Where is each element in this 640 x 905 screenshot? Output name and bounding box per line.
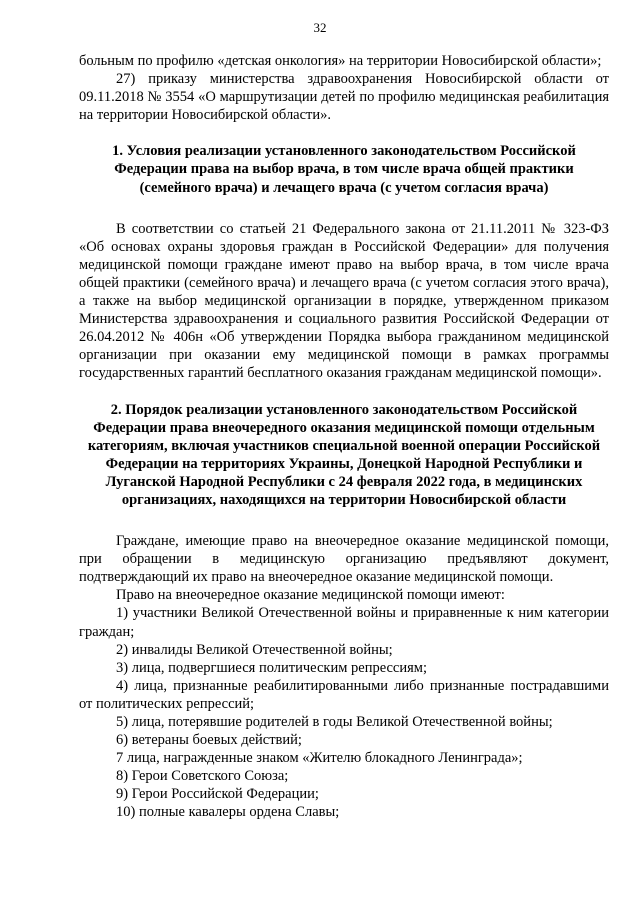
section-2-heading: 2. Порядок реализации установленного законодательством Российской Федерации права внеочередного оказания медицинской помощи отдельным категориям, включая участников специальной военной операции Российской Федерации на территориях Украины, Донецкой Народной Республики и Луганской Народной Республики с 24 февраля 2022 года, в медицинских организациях, находящихся на территории Новосибирской области <box>87 401 601 508</box>
page-number: 32 <box>313 20 327 35</box>
list-item: 5) лица, потерявшие родителей в годы Великой Отечественной войны; <box>116 714 553 730</box>
page-content <box>79 52 609 822</box>
list-item: 7 лица, награжденные знаком «Жителю блокадного Ленинграда»; <box>116 750 523 767</box>
list-item: 10) полные кавалеры ордена Славы; <box>116 804 340 821</box>
section-2-paragraph-2: Право на внеочередное оказание медицинской помощи имеют: <box>116 587 505 604</box>
section-1-paragraph: В соответствии со статьей 21 Федерального закона от 21.11.2011 № 323-ФЗ «Об основах охраны здоровья граждан в Российской Федерации» для получения медицинской помощи граждане имеют право на выбор врача, в том числе врача общей практики (семейного врача) и лечащего врача (с учетом согласия этого врача), а также на выбор медицинской организации в порядке, утвержденном приказом Министерства здравоохранения и социального развития Российской Федерации от 26.04.2012 № 406н «Об утверждении Порядка выбора гражданином медицинской организации при оказании ему медицинской помощи в рамках программы государственных гарантий бесплатного оказания гражданам медицинской помощи». <box>79 220 609 382</box>
list-item: 9) Герои Российской Федерации; <box>116 786 319 803</box>
list-item: 2) инвалиды Великой Отечественной войны; <box>116 641 393 658</box>
section-1-heading: 1. Условия реализации установленного законодательством Российской Федерации права на выбор врача, в том числе врача общей практики (семейного врача) и лечащего врача (с учетом согласия врача) <box>112 143 576 196</box>
list-item: 8) Герои Советского Союза; <box>116 768 289 785</box>
list-item: 4) лица, признанные реабилитированными либо признанные пострадавшими от политических репрессий; <box>79 677 609 712</box>
list-item: 1) участники Великой Отечественной войны и приравненные к ним категории граждан; <box>79 605 609 640</box>
section-2-paragraph-1: Граждане, имеющие право на внеочередное оказание медицинской помощи, при обращении в медицинскую организацию предъявляют документ, подтверждающий их право на внеочередное оказание медицинской помощи. <box>79 533 609 586</box>
list-item: 3) лица, подвергшиеся политическим репрессиям; <box>116 659 427 676</box>
list-item: 6) ветераны боевых действий; <box>116 732 302 749</box>
intro-paragraph-1: больным по профилю «детская онкология» на территории Новосибирской области»; <box>79 53 602 69</box>
intro-paragraph-2: 27) приказу министерства здравоохранения Новосибирской области от 09.11.2018 № 3554 «О маршрутизации детей по профилю медицинская реабилитация на территории Новосибирской области». <box>79 71 609 124</box>
